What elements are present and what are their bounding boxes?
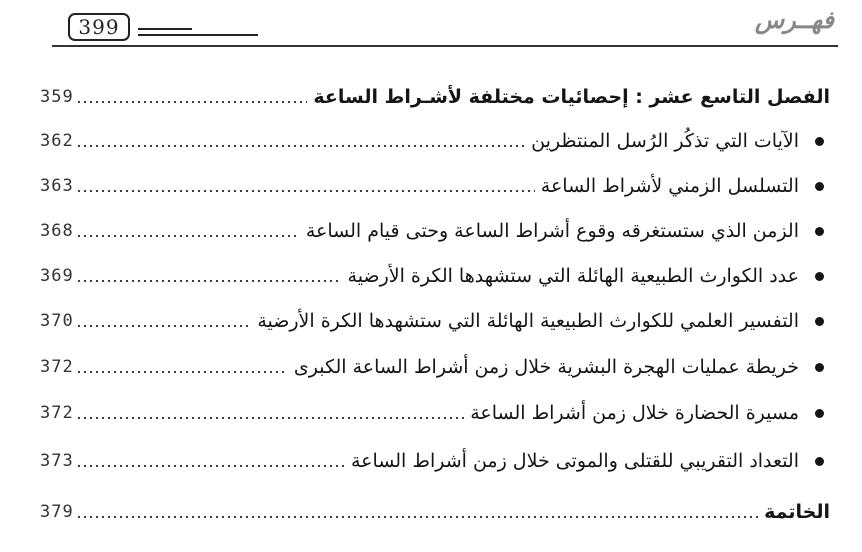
dot-leader (76, 224, 300, 238)
page-number: 373 (40, 451, 74, 471)
toc-item-label: التفسير العلمي للكوارث الطبيعية الهائلة التي ستشهدها الكرة الأرضية (257, 310, 799, 332)
page-number: 379 (40, 502, 74, 522)
bullet-icon (815, 137, 824, 146)
page-number: 359 (40, 87, 74, 107)
toc-item-label: التسلسل الزمني لأشراط الساعة (540, 175, 799, 197)
bullet-icon (815, 182, 824, 191)
toc-item-row (40, 124, 830, 158)
toc-item-row (40, 396, 830, 430)
chapter-title: الفصل التاسع عشر : إحصائيات مختلفة لأشـراط الساعة (313, 86, 830, 108)
page-number: 370 (40, 311, 74, 331)
toc-chapter-row (40, 80, 830, 114)
bullet-icon (815, 227, 824, 236)
toc-item-label: الزمن الذي ستستغرقه وقوع أشراط الساعة وحتى قيام الساعة (305, 220, 799, 242)
toc-item-label: خريطة عمليات الهجرة البشرية خلال زمن أشراط الساعة الكبرى (293, 356, 799, 378)
dot-leader (76, 505, 758, 519)
toc-item-label: الآيات التي تذكُر الرُسل المنتظرين (531, 130, 799, 152)
toc-item-row (40, 350, 830, 384)
page-number: 363 (40, 176, 74, 196)
bullet-icon (815, 409, 824, 418)
dot-leader (76, 406, 464, 420)
bullet-icon (815, 272, 824, 281)
toc-item-row (40, 259, 830, 293)
bullet-icon (815, 457, 824, 466)
page-number: 372 (40, 357, 74, 377)
toc-item-row (40, 169, 830, 203)
header-title: فهــرس (754, 6, 834, 34)
dot-leader (76, 134, 525, 148)
bullet-icon (815, 317, 824, 326)
toc-conclusion-row (40, 495, 830, 529)
dot-leader (76, 454, 345, 468)
dot-leader (76, 360, 288, 374)
page-number: 368 (40, 221, 74, 241)
dot-leader (76, 314, 252, 328)
page-number: 372 (40, 403, 74, 423)
dot-leader (76, 90, 308, 104)
page-number: 369 (40, 266, 74, 286)
bullet-icon (815, 363, 824, 372)
dot-leader (76, 179, 535, 193)
toc-item-label: التعداد التقريبي للقتلى والموتى خلال زمن أشراط الساعة (351, 450, 799, 472)
toc-item-row (40, 444, 830, 478)
toc-item-label: عدد الكوارث الطبيعية الهائلة التي ستشهدها الكرة الأرضية (347, 265, 799, 287)
toc-item-row (40, 304, 830, 338)
page-number-box: 399 (68, 13, 130, 41)
conclusion-title: الخاتمة (764, 501, 830, 523)
toc-item-row (40, 214, 830, 248)
toc-item-label: مسيرة الحضارة خلال زمن أشراط الساعة (470, 402, 799, 424)
page-number: 362 (40, 131, 74, 151)
dot-leader (76, 269, 342, 283)
